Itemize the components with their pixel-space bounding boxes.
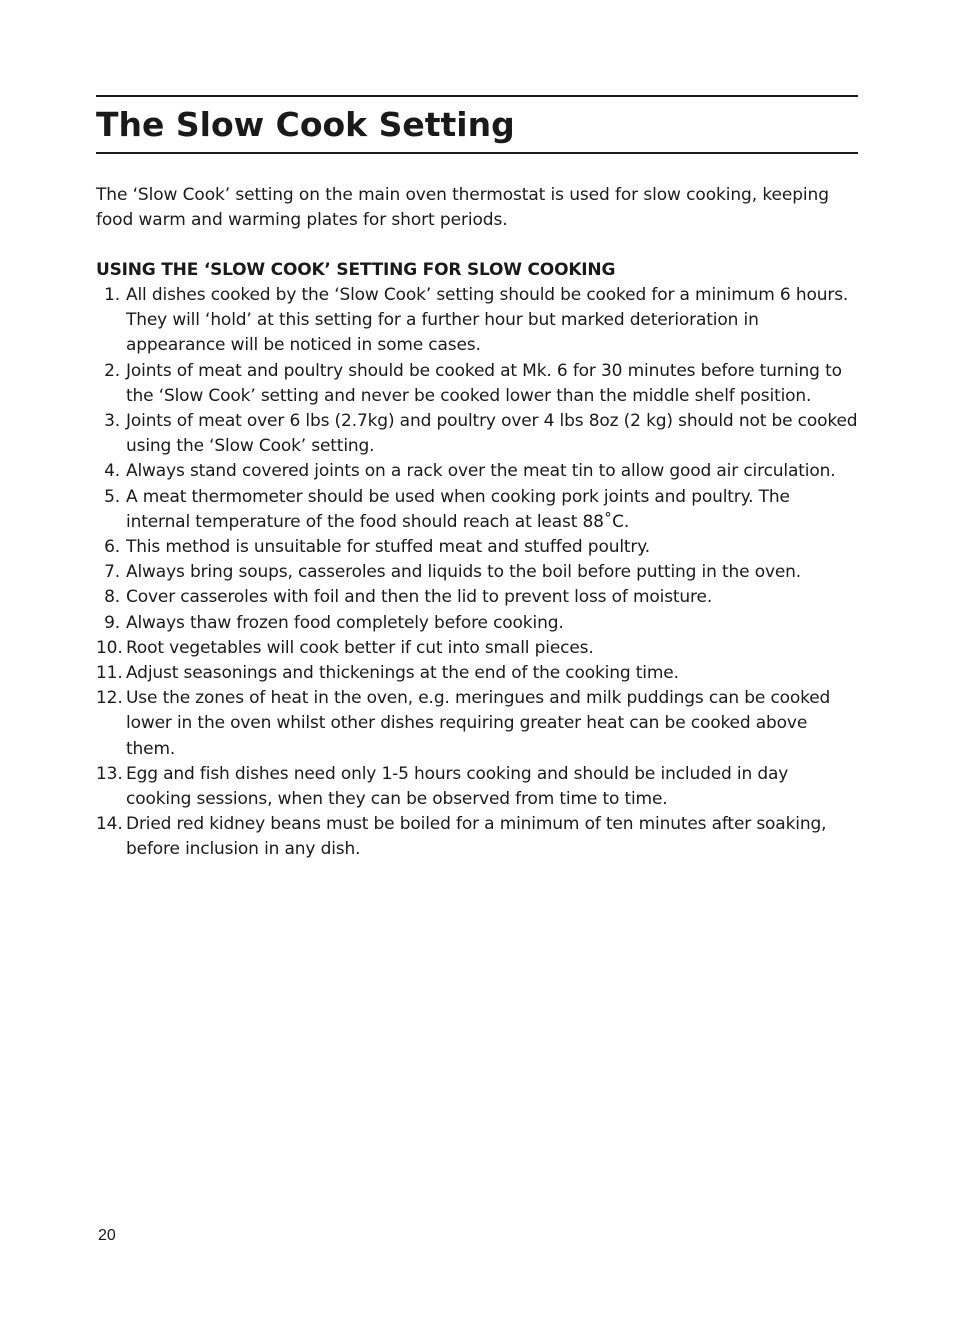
item-text: Dried red kidney beans must be boiled for a minimum of ten minutes after soaking, before inclusion in any dish.: [126, 814, 827, 860]
instruction-list: [96, 283, 858, 863]
list-item: [96, 611, 858, 636]
item-number: 2.: [104, 360, 120, 381]
list-item: [96, 535, 858, 560]
item-number: 6.: [104, 537, 120, 558]
item-number: 9.: [104, 612, 120, 633]
title-bottom-rule: [96, 152, 858, 154]
list-item: [96, 359, 858, 409]
list-item: [96, 661, 858, 686]
list-item: [96, 762, 858, 812]
item-number: 1.: [104, 285, 120, 305]
list-item: [96, 585, 858, 610]
item-number: 10.: [96, 637, 123, 658]
list-item: [96, 686, 858, 762]
item-text: Egg and fish dishes need only 1-5 hours cooking and should be included in day cooking sessions, when they can be observed from time to time.: [126, 763, 789, 810]
list-item: [96, 459, 858, 484]
item-text: Adjust seasonings and thickenings at the end of the cooking time.: [126, 663, 679, 684]
item-number: 5.: [104, 486, 120, 507]
item-text: This method is unsuitable for stuffed meat and stuffed poultry.: [126, 537, 650, 558]
item-number: 3.: [104, 411, 120, 432]
item-number: 7.: [104, 562, 120, 583]
page-content: [96, 95, 858, 863]
list-item: [96, 812, 858, 862]
item-text: A meat thermometer should be used when cooking pork joints and poultry. The internal temperature of the food should reach at least 88˚C.: [126, 486, 790, 532]
item-text: Always stand covered joints on a rack over the meat tin to allow good air circulation.: [126, 461, 836, 482]
item-number: 14.: [96, 814, 123, 835]
page-number: 20: [98, 1227, 116, 1244]
item-number: 8.: [104, 587, 120, 608]
intro-paragraph: The ‘Slow Cook’ setting on the main oven thermostat is used for slow cooking, keeping food warm and warming plates for short periods.: [96, 185, 829, 230]
page-title: The Slow Cook Setting: [96, 105, 515, 144]
item-text: Cover casseroles with foil and then the lid to prevent loss of moisture.: [126, 587, 713, 608]
item-text: Root vegetables will cook better if cut into small pieces.: [126, 637, 594, 658]
list-item: [96, 283, 858, 359]
item-number: 12.: [96, 688, 123, 709]
item-number: 4.: [104, 461, 120, 482]
item-number: 11.: [96, 663, 123, 684]
list-item: [96, 409, 858, 459]
list-item: [96, 636, 858, 661]
item-text: Use the zones of heat in the oven, e.g. meringues and milk puddings can be cooked lower in the oven whilst other dishes requiring greater heat can be cooked above them.: [126, 688, 831, 759]
item-number: 13.: [96, 763, 123, 784]
section-heading: USING THE ‘SLOW COOK’ SETTING FOR SLOW COOKING: [96, 260, 616, 280]
list-item: [96, 485, 858, 535]
item-text: Always thaw frozen food completely before cooking.: [126, 612, 564, 633]
item-text: Joints of meat over 6 lbs (2.7kg) and poultry over 4 lbs 8oz (2 kg) should not be cooked using the ‘Slow Cook’ setting.: [126, 411, 858, 457]
item-text: Joints of meat and poultry should be cooked at Mk. 6 for 30 minutes before turning to the ‘Slow Cook’ setting and never be cooked lower than the middle shelf position.: [126, 360, 842, 406]
item-text: All dishes cooked by the ‘Slow Cook’ setting should be cooked for a minimum 6 hours. They will ‘hold’ at this setting for a further hour but marked deterioration in appearance will be noticed in some cases.: [126, 285, 849, 356]
item-text: Always bring soups, casseroles and liquids to the boil before putting in the oven.: [126, 562, 802, 583]
list-item: [96, 560, 858, 585]
